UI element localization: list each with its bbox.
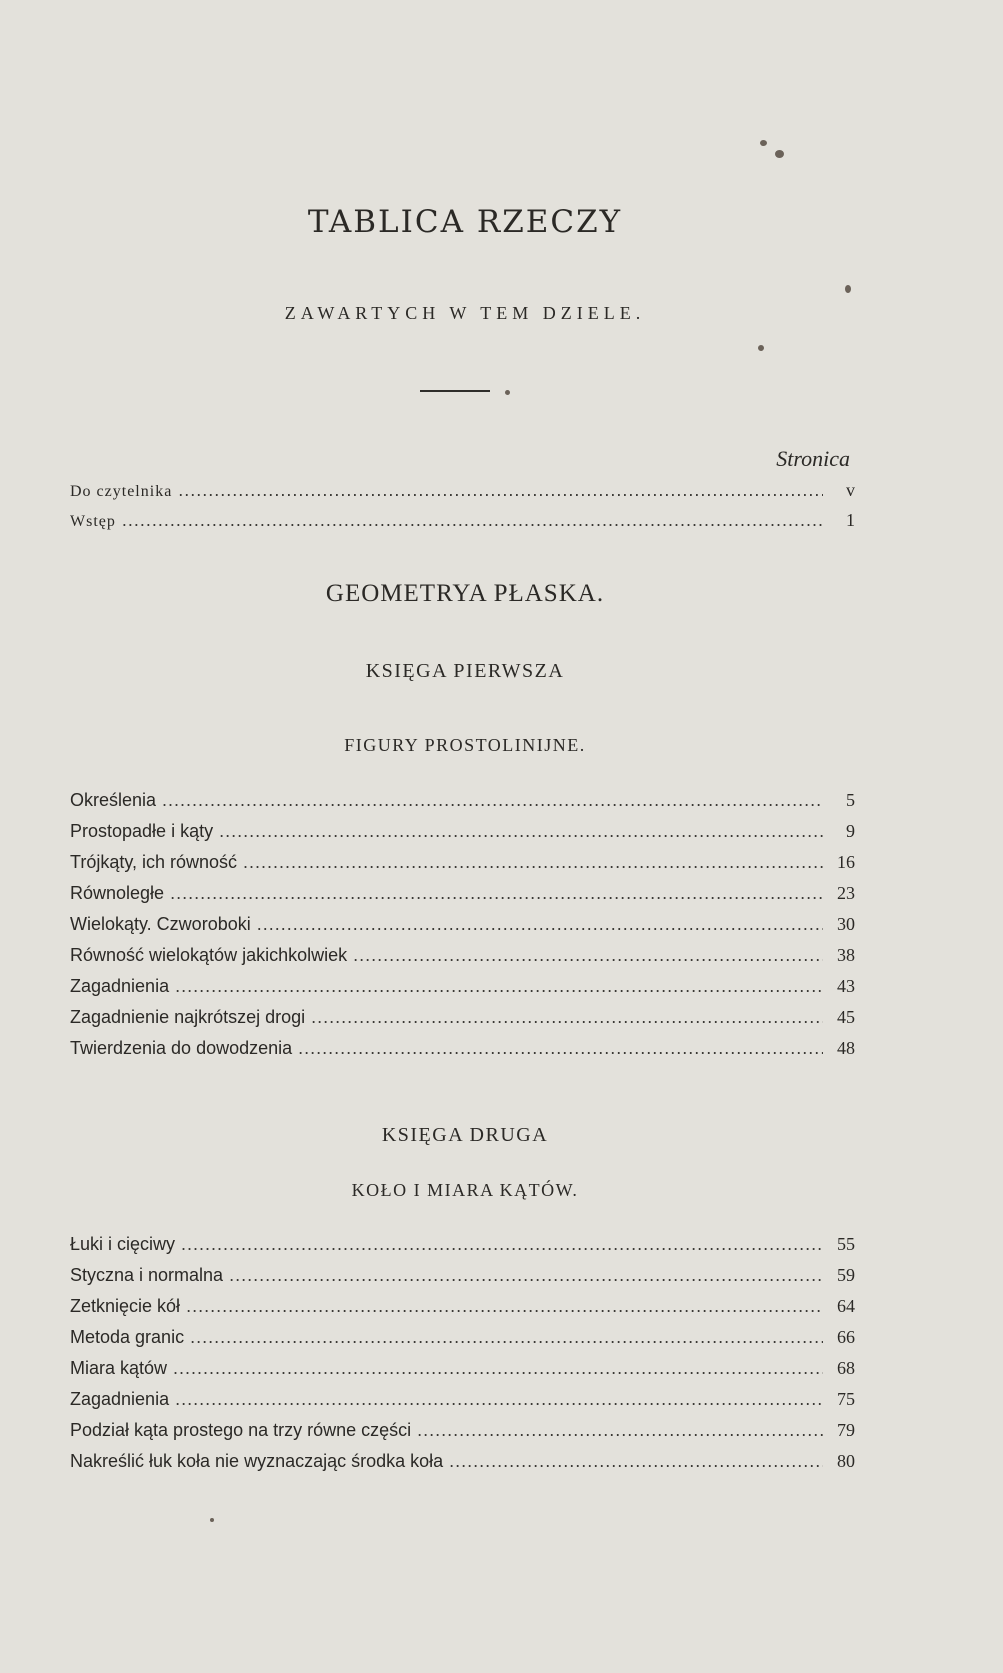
toc-entry	[70, 1234, 855, 1262]
dot-leader	[417, 1420, 823, 1441]
dot-leader	[449, 1451, 823, 1472]
paper-speck	[758, 345, 764, 351]
toc-entry-page: 5	[846, 790, 855, 810]
dot-leader	[175, 976, 823, 997]
toc-entry-label: Do czytelnika	[70, 483, 173, 500]
divider-rule	[420, 390, 490, 392]
toc-entry	[70, 883, 855, 911]
toc-entry-label: Metoda granic	[70, 1327, 185, 1347]
toc-entry	[70, 790, 855, 818]
toc-entry	[70, 821, 855, 849]
toc-entry-page: 48	[837, 1038, 855, 1058]
toc-entry	[70, 1358, 855, 1386]
toc-entry	[70, 1296, 855, 1324]
toc-entry-page: 59	[837, 1265, 855, 1285]
toc-entry-label: Nakreślić łuk koła nie wyznaczając środka koła	[70, 1451, 444, 1471]
toc-entry-page: 79	[837, 1420, 855, 1440]
toc-entry-label: Zetknięcie kół	[70, 1296, 181, 1316]
dot-leader	[122, 510, 823, 531]
toc-entry	[70, 1265, 855, 1293]
paper-speck	[845, 285, 851, 293]
toc-entry-label: Prostopadłe i kąty	[70, 821, 214, 841]
toc-entry-label: Wstęp	[70, 513, 116, 530]
toc-entry-page: 80	[837, 1451, 855, 1471]
toc-entry-page: 55	[837, 1234, 855, 1254]
toc-entry-label: Twierdzenia do dowodzenia	[70, 1038, 293, 1058]
dot-leader	[219, 821, 823, 842]
toc-entry	[70, 480, 855, 508]
toc-entry-page: 64	[837, 1296, 855, 1316]
toc-entry-page: 45	[837, 1007, 855, 1027]
page-column-header: Stronica	[776, 446, 850, 471]
dot-leader	[178, 480, 823, 501]
toc-entry-page: 16	[837, 852, 855, 872]
dot-leader	[257, 914, 823, 935]
book1-title: KSIĘGA PIERWSZA	[365, 660, 565, 682]
toc-entry-label: Równoległe	[70, 883, 165, 903]
toc-entry	[70, 1007, 855, 1035]
dot-leader	[298, 1038, 823, 1059]
book2-title: KSIĘGA DRUGA	[381, 1124, 549, 1146]
toc-entry	[70, 1420, 855, 1448]
paper-speck	[210, 1518, 214, 1522]
toc-entry	[70, 1327, 855, 1355]
dot-leader	[173, 1358, 823, 1379]
toc-entry-label: Równość wielokątów jakichkolwiek	[70, 945, 348, 965]
toc-entry	[70, 914, 855, 942]
toc-entry-page: 68	[837, 1358, 855, 1378]
toc-entry-label: Miara kątów	[70, 1358, 168, 1378]
dot-leader	[243, 852, 823, 873]
toc-entry	[70, 510, 855, 538]
dot-leader	[353, 945, 823, 966]
toc-entry-page: 30	[837, 914, 855, 934]
toc-entry-page: 38	[837, 945, 855, 965]
toc-entry-page: v	[846, 480, 855, 500]
toc-entry	[70, 945, 855, 973]
toc-entry-page: 1	[846, 510, 855, 530]
book2-subtitle: KOŁO I MIARA KĄTÓW.	[351, 1180, 579, 1200]
toc-entry-page: 66	[837, 1327, 855, 1347]
dot-leader	[311, 1007, 823, 1028]
toc-entry-label: Zagadnienie najkrótszej drogi	[70, 1007, 306, 1027]
page-title: TABLICA RZECZY	[307, 204, 623, 240]
dot-leader	[229, 1265, 823, 1286]
toc-entry	[70, 976, 855, 1004]
toc-entry-label: Trójkąty, ich równość	[70, 852, 238, 872]
paper-speck	[760, 140, 767, 146]
dot-leader	[175, 1389, 823, 1410]
toc-entry	[70, 1038, 855, 1066]
toc-entry	[70, 1389, 855, 1417]
toc-entry-label: Określenia	[70, 790, 157, 810]
toc-entry-label: Wielokąty. Czworoboki	[70, 914, 251, 934]
toc-entry-page: 9	[846, 821, 855, 841]
toc-entry	[70, 852, 855, 880]
toc-entry-label: Zagadnienia	[70, 976, 170, 996]
paper-speck	[775, 150, 784, 158]
dot-leader	[190, 1327, 823, 1348]
dot-leader	[170, 883, 823, 904]
toc-entry	[70, 1451, 855, 1479]
dot-leader	[186, 1296, 823, 1317]
part-title: GEOMETRYA PŁASKA.	[325, 580, 605, 607]
book1-subtitle: FIGURY PROSTOLINIJNE.	[344, 735, 586, 755]
toc-entry-label: Łuki i cięciwy	[70, 1234, 176, 1254]
toc-entry-label: Zagadnienia	[70, 1389, 170, 1409]
toc-entry-page: 75	[837, 1389, 855, 1409]
toc-entry-page: 43	[837, 976, 855, 996]
toc-entry-label: Styczna i normalna	[70, 1265, 224, 1285]
page-subtitle: ZAWARTYCH W TEM DZIELE.	[284, 303, 646, 323]
toc-entry-label: Podział kąta prostego na trzy równe części	[70, 1420, 412, 1440]
toc-entry-page: 23	[837, 883, 855, 903]
dot-leader	[181, 1234, 823, 1255]
dot-leader	[162, 790, 823, 811]
paper-speck	[505, 390, 510, 395]
